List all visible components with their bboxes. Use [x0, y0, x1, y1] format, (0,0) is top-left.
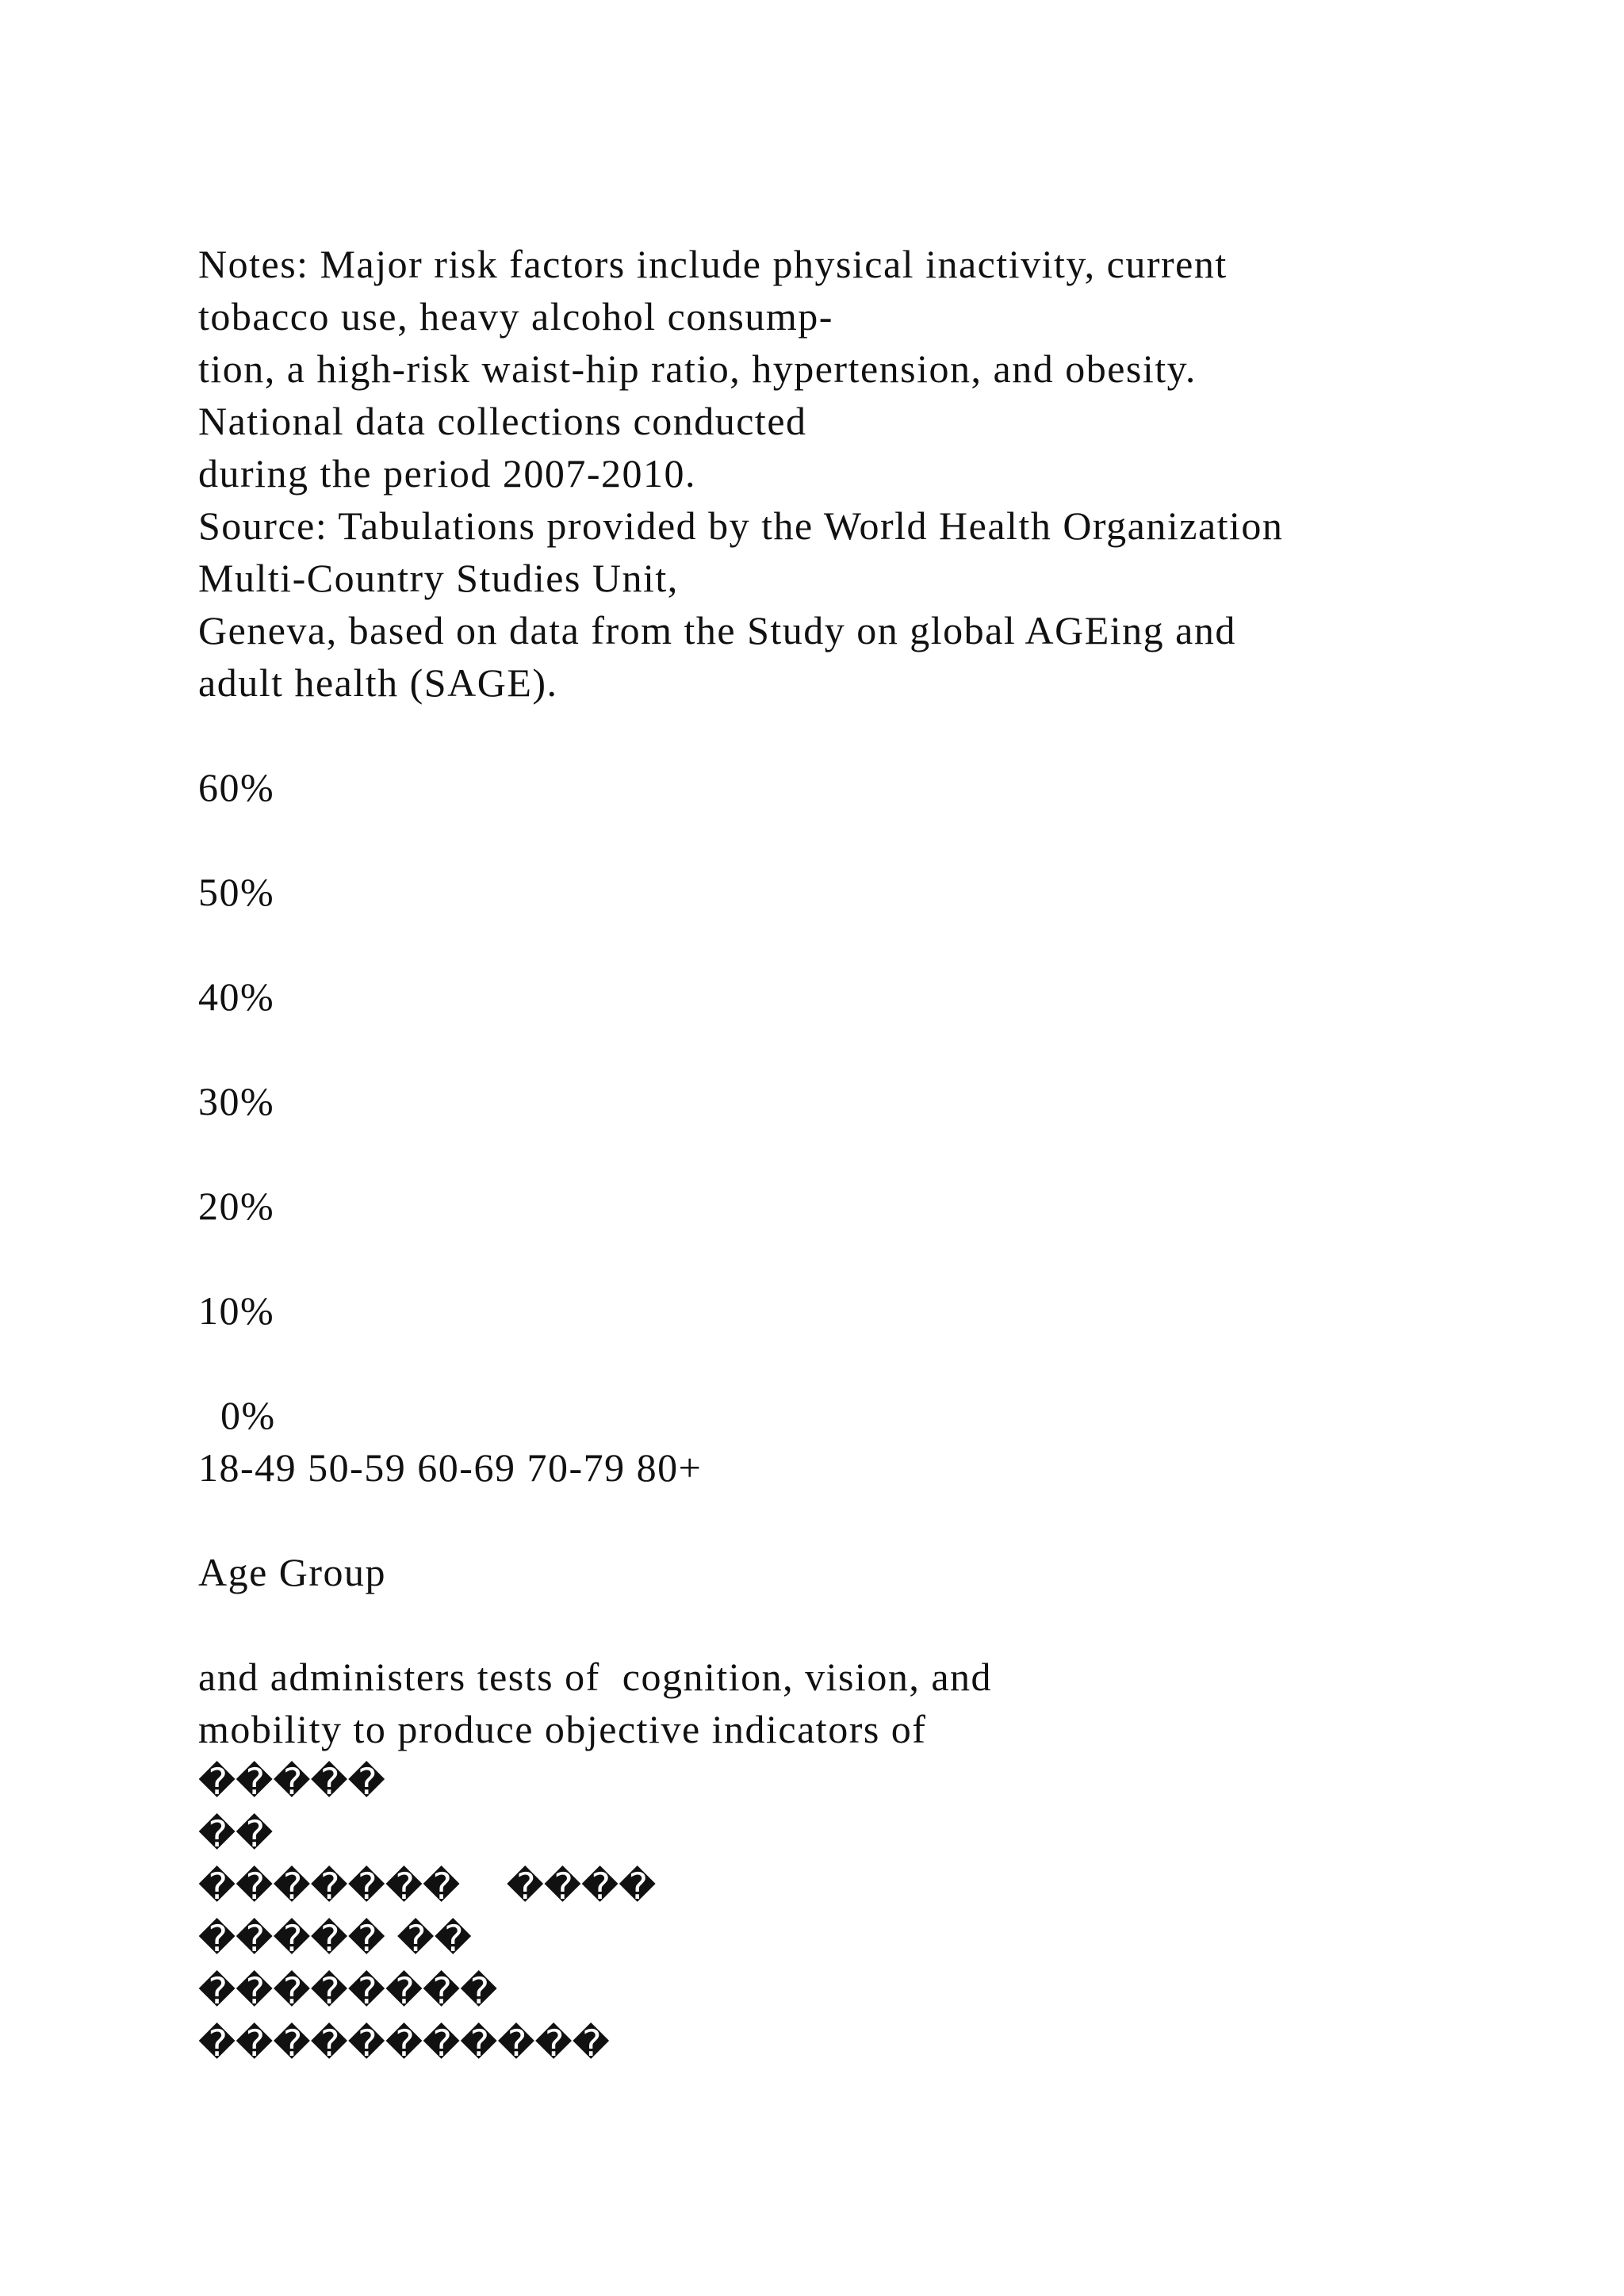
document-text [198, 238, 1546, 2069]
y-tick-label: 50% [198, 870, 275, 914]
spacer [198, 1494, 1546, 1546]
spacer [198, 918, 1546, 970]
spacer [198, 813, 1546, 866]
x-category-labels: 18-49 50-59 60-69 70-79 80+ [198, 1445, 703, 1490]
garbled-line-6: ����������� [198, 2022, 610, 2064]
source-line-2: Multi-Country Studies Unit, [198, 556, 679, 600]
spacer [198, 1127, 1546, 1180]
y-tick-label: 40% [198, 974, 275, 1019]
y-tick-label: 0% [198, 1393, 276, 1437]
garbled-line-4: ����� �� [198, 1917, 472, 1960]
y-tick-label: 10% [198, 1288, 275, 1333]
y-tick-label: 20% [198, 1184, 275, 1228]
source-line-3: Geneva, based on data from the Study on global AGEing and [198, 608, 1236, 652]
garbled-line-5: �������� [198, 1969, 498, 2012]
notes-line-3: tion, a high-risk waist-hip ratio, hypertension, and obesity. [198, 346, 1197, 391]
notes-line-5: during the period 2007-2010. [198, 451, 697, 496]
x-axis-title: Age Group [198, 1550, 387, 1594]
garbled-line-2: �� [198, 1812, 274, 1855]
y-tick-label: 30% [198, 1079, 275, 1123]
source-line-1: Source: Tabulations provided by the World Health Organization [198, 503, 1284, 548]
source-line-4: adult health (SAGE). [198, 660, 558, 705]
notes-line-1: Notes: Major risk factors include physical inactivity, current [198, 242, 1228, 286]
spacer [198, 1232, 1546, 1284]
garbled-line-1: ����� [198, 1760, 385, 1803]
body-line-1: and administers tests of cognition, vision, and [198, 1655, 993, 1699]
body-line-2: mobility to produce objective indicators of [198, 1707, 927, 1751]
spacer [198, 709, 1546, 761]
spacer [198, 1337, 1546, 1389]
spacer [198, 1598, 1546, 1651]
garbled-line-3: ������� ���� [198, 1865, 657, 1908]
y-tick-label: 60% [198, 765, 275, 809]
spacer [198, 1023, 1546, 1075]
notes-line-4: National data collections conducted [198, 399, 807, 443]
notes-line-2: tobacco use, heavy alcohol consump- [198, 294, 833, 339]
